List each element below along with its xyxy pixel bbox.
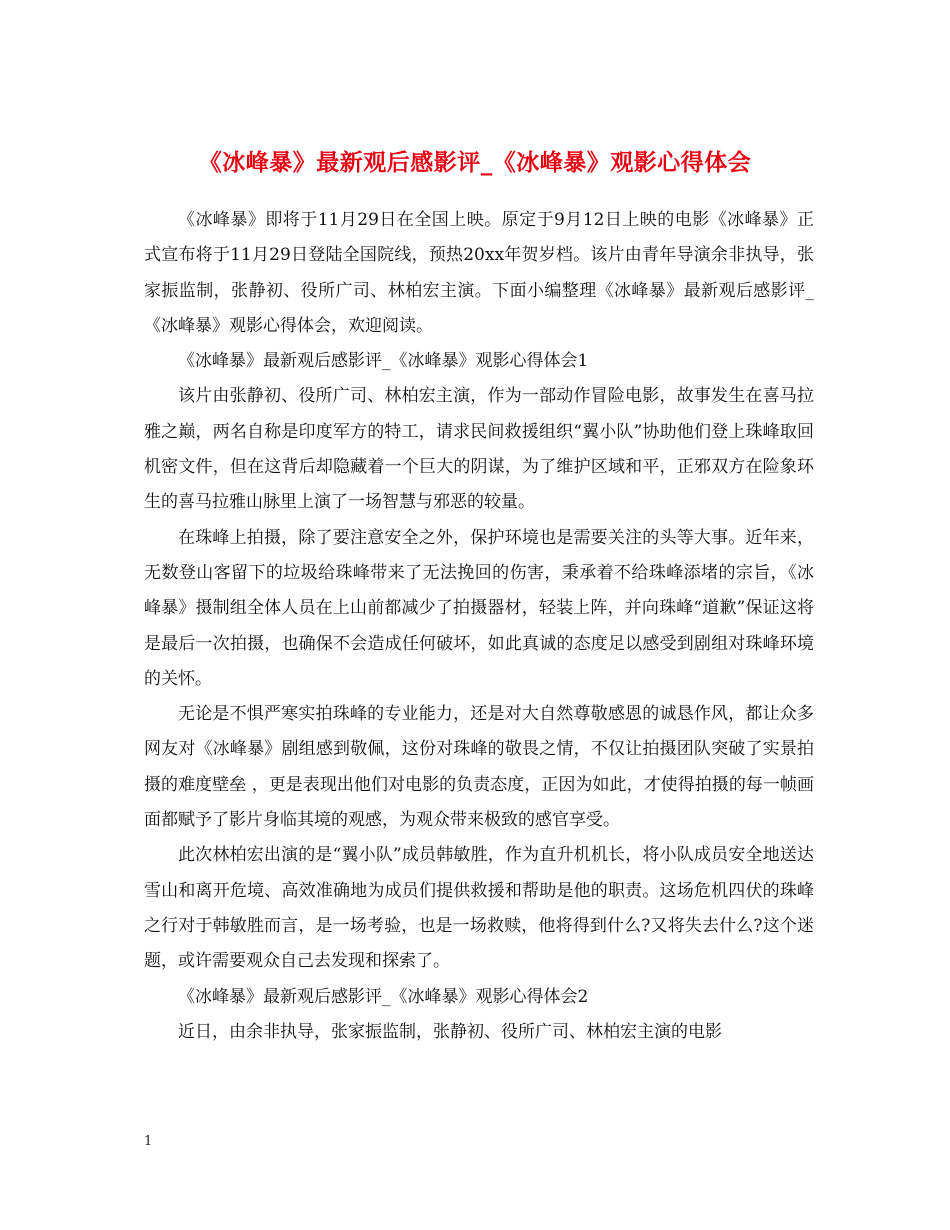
page-number: 1 bbox=[144, 1134, 153, 1149]
body-paragraph: 此次林柏宏出演的是“翼小队”成员韩敏胜，作为直升机机长，将小队成员安全地送达雪山和离开危境、高效准确地为成员们提供救援和帮助是他的职责。这场危机四伏的珠峰之行对于韩敏胜而言，是一场考验，也是一场救赎，他将得到什么?又将失去什么?这个迷题，或许需要观众自己去发现和探索了。 bbox=[144, 845, 814, 972]
section-heading-2: 《冰峰暴》最新观后感影评_《冰峰暴》观影心得体会2 bbox=[178, 986, 589, 1007]
body-paragraph: 在珠峰上拍摄，除了要注意安全之外，保护环境也是需要关注的头等大事。近年来，无数登山客留下的垃圾给珠峰带来了无法挽回的伤害，秉承着不给珠峰添堵的宗旨，《冰峰暴》摄制组全体人员在上山前都减少了拍摄器材，轻装上阵，并向珠峰“道歉”保证这将是最后一次拍摄，也确保不会造成任何破坏，如此真诚的态度足以感受到剧组对珠峰环境的关怀。 bbox=[144, 527, 814, 689]
page-title: 《冰峰暴》最新观后感影评_《冰峰暴》观影心得体会 bbox=[198, 149, 752, 177]
intro-paragraph: 《冰峰暴》即将于11月29日在全国上映。原定于9月12日上映的电影《冰峰暴》正式宣布将于11月29日登陆全国院线，预热20xx年贺岁档。该片由青年导演余非执导，张家振监制，张静初、役所广司、林柏宏主演。下面小编整理《冰峰暴》最新观后感影评_《冰峰暴》观影心得体会，欢迎阅读。 bbox=[144, 210, 814, 336]
body-paragraph: 近日，由余非执导，张家振监制，张静初、役所广司、林柏宏主演的电影 bbox=[178, 1021, 722, 1042]
section-heading-1: 《冰峰暴》最新观后感影评_《冰峰暴》观影心得体会1 bbox=[178, 351, 589, 372]
body-paragraph: 该片由张静初、役所广司、林柏宏主演，作为一部动作冒险电影，故事发生在喜马拉雅之巅，两名自称是印度军方的特工，请求民间救援组织“翼小队”协助他们登上珠峰取回机密文件，但在这背后却隐藏着一个巨大的阴谋，为了维护区域和平，正邪双方在险象环生的喜马拉雅山脉里上演了一场智慧与邪恶的较量。 bbox=[144, 386, 814, 513]
article-body bbox=[144, 203, 814, 1050]
body-paragraph: 无论是不惧严寒实拍珠峰的专业能力，还是对大自然尊敬感恩的诚恳作风，都让众多网友对《冰峰暴》剧组感到敬佩，这份对珠峰的敬畏之情，不仅让拍摄团队突破了实景拍摄的难度壁垒 ，更是表现出他们对电影的负责态度，正因为如此，才使得拍摄的每一帧画面都赋予了影片身临其境的观感，为观众带来极致的感官享受。 bbox=[144, 704, 814, 831]
